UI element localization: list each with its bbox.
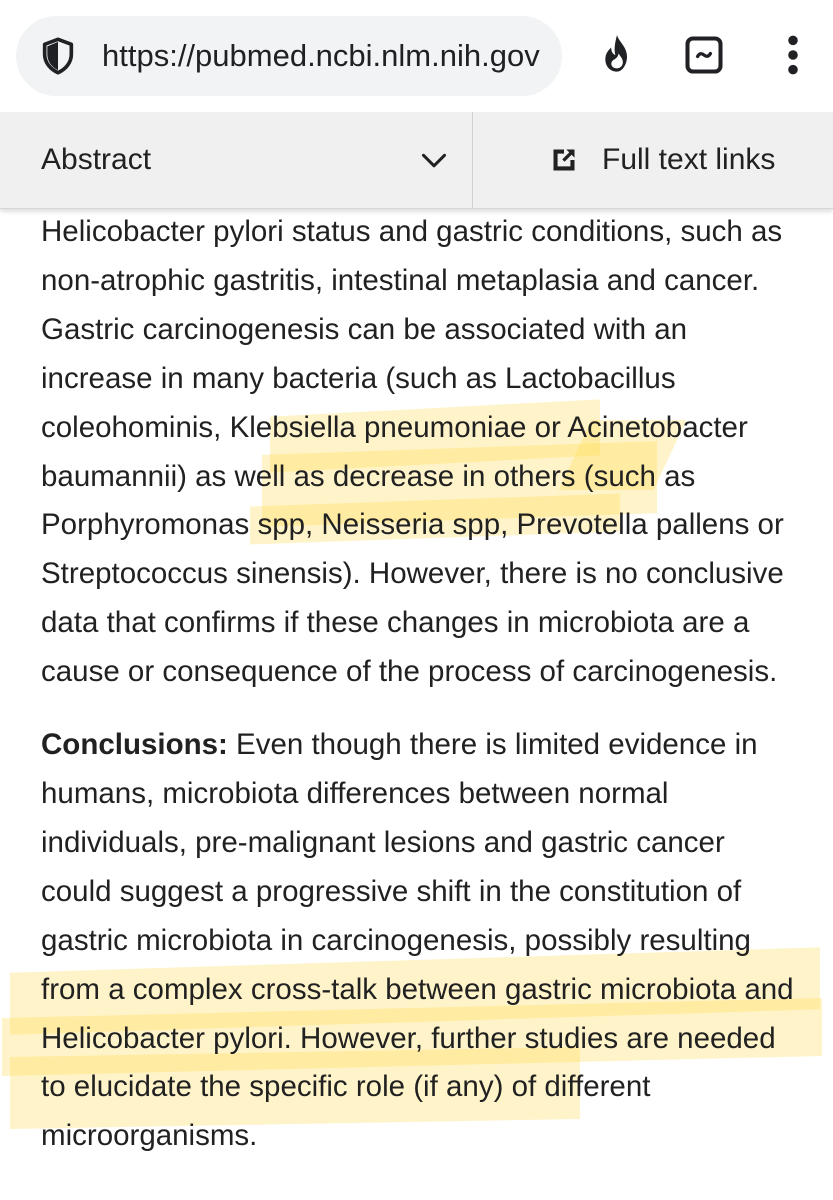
tab-switcher-icon[interactable]	[681, 32, 727, 78]
section-nav-bar	[0, 112, 833, 209]
conclusions-heading: Conclusions:	[41, 728, 228, 762]
more-vert-icon[interactable]	[770, 32, 816, 78]
browser-toolbar	[0, 0, 833, 112]
section-dropdown[interactable]	[0, 112, 473, 208]
full-text-links-button[interactable]	[473, 112, 833, 208]
section-dropdown-label: Abstract	[41, 143, 152, 176]
address-bar[interactable]	[16, 16, 562, 96]
chevron-down-icon	[420, 146, 448, 174]
conclusions-text: Even though there is limited evidence in humans, microbiota differences between normal individuals, pre-malignant lesions and gastric cancer could suggest a progressive shift in the constitution of gastric microbiota in carcinogenesis, possibly resulting from a complex cross-talk between gastric microbiota and Helicobacter pylori. However, further studies are needed to elucidate the specific role (if any) of different microorganisms.	[41, 728, 794, 1153]
url-text[interactable]: https://pubmed.ncbi.nlm.nih.gov	[102, 38, 540, 73]
full-text-links-label: Full text links	[602, 143, 776, 176]
abstract-content	[41, 208, 801, 1161]
fire-icon[interactable]	[594, 32, 640, 78]
results-paragraph: Helicobacter pylori status and gastric conditions, such as non-atrophic gastritis, intestinal metaplasia and cancer. Gastric carcinogenesis can be associated with an increase in many bacteria (such as Lactobacillus coleohominis, Klebsiella pneumoniae or Acinetobacter baumannii) as well as decrease in others (such as Porphyromonas spp, Neisseria spp, Prevotella pallens or Streptococcus sinensis). However, there is no conclusive data that confirms if these changes in microbiota are a cause or consequence of the process of carcinogenesis.	[41, 215, 784, 689]
external-link-icon	[550, 146, 578, 174]
conclusions-paragraph	[41, 721, 801, 1161]
shield-icon[interactable]	[38, 36, 78, 76]
